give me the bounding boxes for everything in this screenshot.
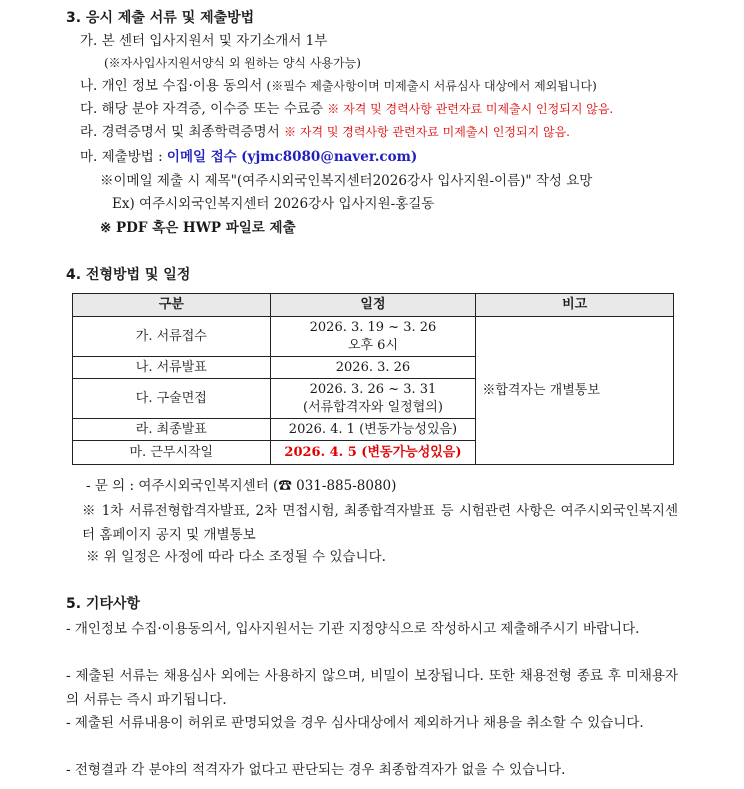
row-date <box>270 379 476 419</box>
row-label: 마. 근무시작일 <box>73 441 271 465</box>
table-header-row <box>73 294 674 317</box>
item-na-main: 나. 개인 정보 수집·이용 동의서 <box>80 78 267 94</box>
row-date-line2: (서류합격자와 일정협의) <box>303 399 443 415</box>
etc-paragraph-3: - 제출된 서류내용이 허위로 판명되었을 경우 심사대상에서 제외하거나 채용을 취소할 수 있습니다. <box>66 715 644 731</box>
row-date-line1: 2026. 3. 26 ~ 3. 31 <box>309 381 437 397</box>
row-date: 2026. 3. 26 <box>270 357 476 379</box>
etc-paragraph-4: - 전형결과 각 분야의 적격자가 없다고 판단되는 경우 최종합격자가 없을 수 있습니다. <box>66 762 566 778</box>
row-label: 라. 최종발표 <box>73 419 271 441</box>
notice-2: ※ 위 일정은 사정에 따라 다소 조정될 수 있습니다. <box>86 549 386 565</box>
item-ma <box>80 147 417 167</box>
col-header-schedule: 일정 <box>270 294 476 317</box>
item-da-red: ※ 자격 및 경력사항 관련자료 미제출시 인정되지 않음. <box>327 102 614 116</box>
row-date-line2: 오후 6시 <box>347 337 399 353</box>
row-label: 다. 구술면접 <box>73 379 271 419</box>
etc-paragraph-2: - 제출된 서류는 채용심사 외에는 사용하지 않으며, 비밀이 보장됩니다. 또한 채용전형 종료 후 미채용자의 서류는 즉시 파기됩니다. <box>66 668 678 708</box>
item-na <box>80 76 597 96</box>
email-example: Ex) 여주시외국인복지센터 2026강사 입사지원-홍길동 <box>112 196 435 212</box>
item-da <box>80 99 613 119</box>
item-ma-label: 마. 제출방법 : <box>80 149 167 165</box>
row-date-line1: 2026. 3. 19 ~ 3. 26 <box>309 319 437 335</box>
row-date <box>270 317 476 357</box>
email-link[interactable]: (yjmc8080@naver.com) <box>241 149 418 165</box>
schedule-table <box>72 293 674 465</box>
etc-paragraph-1: - 개인정보 수집·이용동의서, 입사지원서는 기관 지정양식으로 작성하시고 제출해주시기 바랍니다. <box>66 621 640 637</box>
col-header-category: 구분 <box>73 294 271 317</box>
item-ra <box>80 122 570 142</box>
item-na-note: (※필수 제출사항이며 미제출시 서류심사 대상에서 제외됩니다) <box>266 79 597 93</box>
row-date-highlight: 2026. 4. 5 (변동가능성있음) <box>270 441 476 465</box>
row-date: 2026. 4. 1 (변동가능성있음) <box>270 419 476 441</box>
table-row <box>73 317 674 357</box>
col-header-remarks: 비고 <box>476 294 674 317</box>
item-ra-main: 라. 경력증명서 및 최종학력증명서 <box>80 124 285 140</box>
item-ra-red: ※ 자격 및 경력사항 관련자료 미제출시 인정되지 않음. <box>284 125 570 139</box>
item-ga-note: (※자사입사지원서양식 외 원하는 양식 사용가능) <box>104 56 361 70</box>
section5-heading: 5. 기타사항 <box>66 596 141 612</box>
row-label: 가. 서류접수 <box>73 317 271 357</box>
email-subject-note: ※이메일 제출 시 제목"(여주시외국인복지센터2026강사 입사지원-이름)" 작성 요망 <box>100 173 593 189</box>
item-ma-method: 이메일 접수 <box>166 149 237 165</box>
notice-1: ※ 1차 서류전형합격자발표, 2차 면접시험, 최종합격자발표 등 시험관련 사항은 여주시외국인복지센터 홈페이지 공지 및 개별통보 <box>82 503 678 543</box>
item-ga: 가. 본 센터 입사지원서 및 자기소개서 1부 <box>80 33 328 49</box>
item-da-main: 다. 해당 분야 자격증, 이수증 또는 수료증 <box>80 101 328 117</box>
section3-heading: 3. 응시 제출 서류 및 제출방법 <box>66 10 255 26</box>
contact-line: - 문 의 : 여주시외국인복지센터 (☎ 031-885-8080) <box>86 478 397 494</box>
section4-heading: 4. 전형방법 및 일정 <box>66 267 191 283</box>
file-format-note: ※ PDF 혹은 HWP 파일로 제출 <box>100 220 296 236</box>
row-label: 나. 서류발표 <box>73 357 271 379</box>
remarks-cell: ※합격자는 개별통보 <box>476 317 674 465</box>
